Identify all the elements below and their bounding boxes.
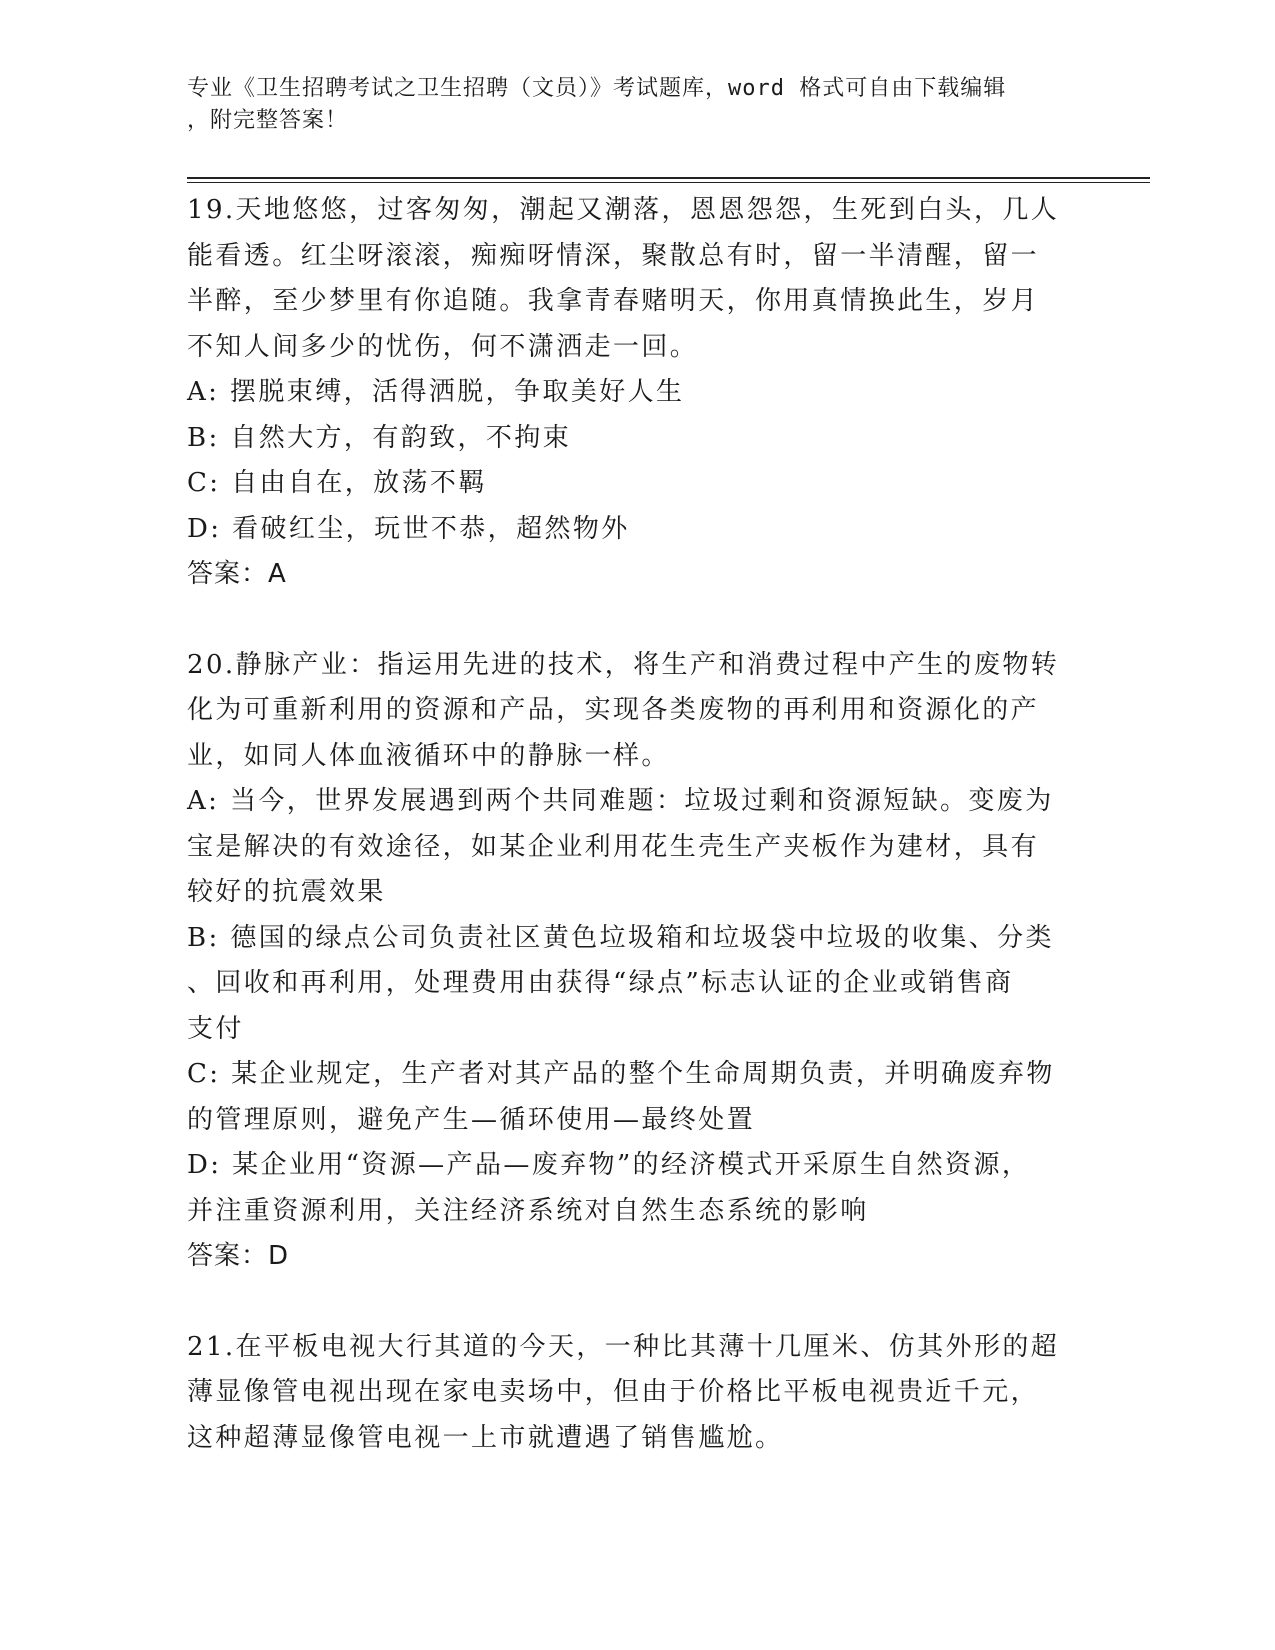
spacer xyxy=(187,1280,1087,1325)
option-c: C: 某企业规定，生产者对其产品的整个生命周期负责，并明确废弃物 xyxy=(187,1059,1055,1089)
answer-line: 答案：D xyxy=(187,1241,290,1271)
question-stem-line: 这种超薄显像管电视一上市就遭遇了销售尴尬。 xyxy=(187,1422,784,1453)
question-stem-line: 半醉，至少梦里有你追随。我拿青春赌明天，你用真情换此生，岁月 xyxy=(187,286,1040,316)
header-divider xyxy=(187,177,1150,179)
option-b: B: 自然大方，有韵致，不拘束 xyxy=(187,422,572,453)
header-divider-thin xyxy=(187,182,1150,183)
question-19 xyxy=(187,188,1087,598)
question-stem-line: 不知人间多少的忧伤，何不潇洒走一回。 xyxy=(187,331,699,362)
answer-line: 答案：A xyxy=(187,559,287,589)
option-d: D: 看破红尘，玩世不恭，超然物外 xyxy=(187,513,630,544)
option-a: A: 当今，世界发展遇到两个共同难题：垃圾过剩和资源短缺。变废为 xyxy=(187,786,1054,816)
question-stem-line: 薄显像管电视出现在家电卖场中，但由于价格比平板电视贵近千元， xyxy=(187,1377,1040,1407)
option-d: D: 某企业用“资源—产品—废弃物”的经济模式开采原生自然资源， xyxy=(187,1150,1031,1180)
question-stem-line: 21.在平板电视大行其道的今天，一种比其薄十几厘米、仿其外形的超 xyxy=(187,1331,1060,1362)
question-21 xyxy=(187,1325,1087,1462)
spacer xyxy=(187,598,1087,643)
question-20 xyxy=(187,643,1087,1280)
option-b-cont: 、回收和再利用，处理费用由获得“绿点”标志认证的企业或销售商 xyxy=(187,968,1014,998)
option-c-cont: 的管理原则，避免产生—循环使用—最终处置 xyxy=(187,1104,756,1135)
option-b-cont: 支付 xyxy=(187,1013,244,1044)
question-stem-line: 20.静脉产业：指运用先进的技术，将生产和消费过程中产生的废物转 xyxy=(187,649,1060,680)
question-stem-line: 业，如同人体血液循环中的静脉一样。 xyxy=(187,740,670,771)
option-d-cont: 并注重资源利用，关注经济系统对自然生态系统的影响 xyxy=(187,1195,869,1226)
header-line: 专业《卫生招聘考试之卫生招聘（文员）》考试题库，word 格式可自由下载编辑 xyxy=(187,76,1007,101)
question-list xyxy=(187,188,1087,1461)
option-c: C: 自由自在，放荡不羁 xyxy=(187,468,487,498)
question-stem-line: 能看透。红尘呀滚滚，痴痴呀情深，聚散总有时，留一半清醒，留一 xyxy=(187,240,1040,271)
option-a-cont: 宝是解决的有效途径，如某企业利用花生壳生产夹板作为建材，具有 xyxy=(187,831,1040,862)
page-header xyxy=(187,73,1067,137)
option-a-cont: 较好的抗震效果 xyxy=(187,877,386,907)
question-stem-line: 化为可重新利用的资源和产品，实现各类废物的再利用和资源化的产 xyxy=(187,695,1040,725)
option-b: B: 德国的绿点公司负责社区黄色垃圾箱和垃圾袋中垃圾的收集、分类 xyxy=(187,922,1054,953)
question-stem-line: 19.天地悠悠，过客匆匆，潮起又潮落，恩恩怨怨，生死到白头，几人 xyxy=(187,195,1060,225)
option-a: A: 摆脱束缚，活得洒脱，争取美好人生 xyxy=(187,377,685,407)
header-line: ，附完整答案！ xyxy=(187,108,349,133)
